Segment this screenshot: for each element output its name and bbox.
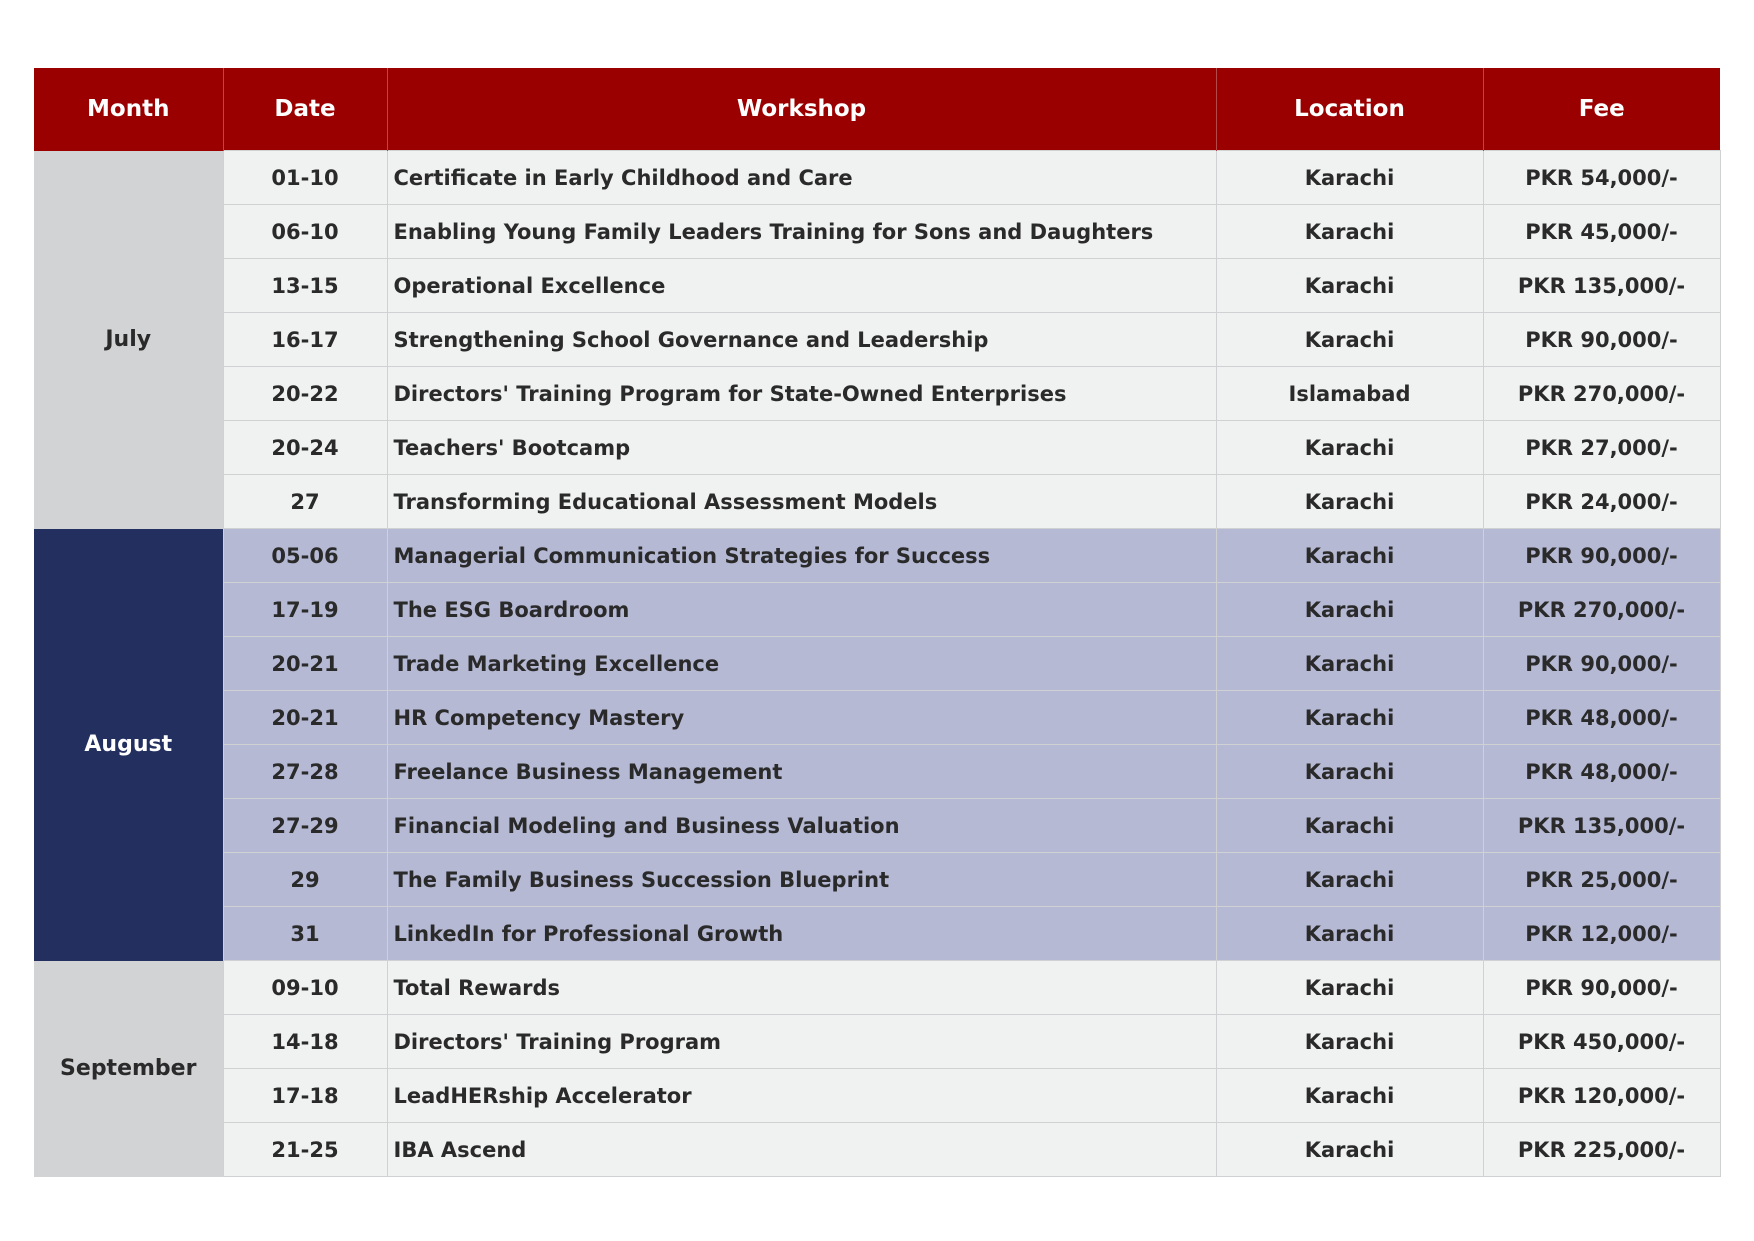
workshop-cell: Total Rewards: [387, 961, 1216, 1015]
table-row: [34, 691, 1720, 745]
date-cell: 21-25: [223, 1123, 387, 1177]
month-cell-september: September: [34, 961, 223, 1177]
fee-cell: PKR 12,000/-: [1483, 907, 1720, 961]
date-cell: 27-29: [223, 799, 387, 853]
workshop-cell: Directors' Training Program for State-Owned Enterprises: [387, 367, 1216, 421]
location-cell: Islamabad: [1216, 367, 1483, 421]
location-cell: Karachi: [1216, 961, 1483, 1015]
workshop-cell: Certificate in Early Childhood and Care: [387, 151, 1216, 205]
table-row: [34, 313, 1720, 367]
table-header: [34, 68, 1720, 151]
date-cell: 29: [223, 853, 387, 907]
location-cell: Karachi: [1216, 313, 1483, 367]
date-cell: 17-19: [223, 583, 387, 637]
location-cell: Karachi: [1216, 1123, 1483, 1177]
fee-cell: PKR 135,000/-: [1483, 799, 1720, 853]
location-cell: Karachi: [1216, 637, 1483, 691]
date-cell: 06-10: [223, 205, 387, 259]
location-cell: Karachi: [1216, 745, 1483, 799]
date-cell: 27: [223, 475, 387, 529]
date-cell: 31: [223, 907, 387, 961]
date-cell: 20-21: [223, 637, 387, 691]
workshop-cell: The ESG Boardroom: [387, 583, 1216, 637]
date-cell: 20-22: [223, 367, 387, 421]
header-month: Month: [34, 68, 223, 151]
table-row: [34, 583, 1720, 637]
month-cell-july: July: [34, 151, 223, 529]
location-cell: Karachi: [1216, 259, 1483, 313]
location-cell: Karachi: [1216, 853, 1483, 907]
table-row: [34, 421, 1720, 475]
workshop-cell: LinkedIn for Professional Growth: [387, 907, 1216, 961]
table-row: [34, 205, 1720, 259]
fee-cell: PKR 45,000/-: [1483, 205, 1720, 259]
fee-cell: PKR 135,000/-: [1483, 259, 1720, 313]
month-cell-august: August: [34, 529, 223, 961]
location-cell: Karachi: [1216, 907, 1483, 961]
location-cell: Karachi: [1216, 205, 1483, 259]
fee-cell: PKR 48,000/-: [1483, 691, 1720, 745]
date-cell: 01-10: [223, 151, 387, 205]
table-row: [34, 1069, 1720, 1123]
table-row: [34, 961, 1720, 1015]
workshop-cell: Managerial Communication Strategies for Success: [387, 529, 1216, 583]
workshop-cell: Teachers' Bootcamp: [387, 421, 1216, 475]
table-row: [34, 745, 1720, 799]
workshop-cell: Strengthening School Governance and Leadership: [387, 313, 1216, 367]
date-cell: 09-10: [223, 961, 387, 1015]
fee-cell: PKR 25,000/-: [1483, 853, 1720, 907]
fee-cell: PKR 270,000/-: [1483, 583, 1720, 637]
date-cell: 27-28: [223, 745, 387, 799]
workshop-cell: Financial Modeling and Business Valuation: [387, 799, 1216, 853]
workshop-cell: HR Competency Mastery: [387, 691, 1216, 745]
fee-cell: PKR 24,000/-: [1483, 475, 1720, 529]
table-row: [34, 853, 1720, 907]
location-cell: Karachi: [1216, 583, 1483, 637]
table-body: [34, 151, 1720, 1177]
location-cell: Karachi: [1216, 1015, 1483, 1069]
fee-cell: PKR 48,000/-: [1483, 745, 1720, 799]
table-row: [34, 475, 1720, 529]
workshop-cell: Enabling Young Family Leaders Training for Sons and Daughters: [387, 205, 1216, 259]
workshop-cell: IBA Ascend: [387, 1123, 1216, 1177]
workshop-cell: Freelance Business Management: [387, 745, 1216, 799]
fee-cell: PKR 90,000/-: [1483, 961, 1720, 1015]
location-cell: Karachi: [1216, 799, 1483, 853]
fee-cell: PKR 27,000/-: [1483, 421, 1720, 475]
table-row: [34, 799, 1720, 853]
table-row: [34, 1015, 1720, 1069]
table-row: [34, 1123, 1720, 1177]
table-row: [34, 529, 1720, 583]
location-cell: Karachi: [1216, 1069, 1483, 1123]
header-fee: Fee: [1483, 68, 1720, 151]
fee-cell: PKR 90,000/-: [1483, 313, 1720, 367]
table-row: [34, 367, 1720, 421]
workshop-cell: Transforming Educational Assessment Models: [387, 475, 1216, 529]
table-row: [34, 907, 1720, 961]
header-date: Date: [223, 68, 387, 151]
table-row: [34, 637, 1720, 691]
workshop-cell: The Family Business Succession Blueprint: [387, 853, 1216, 907]
fee-cell: PKR 270,000/-: [1483, 367, 1720, 421]
workshop-cell: Trade Marketing Excellence: [387, 637, 1216, 691]
location-cell: Karachi: [1216, 421, 1483, 475]
workshop-cell: Operational Excellence: [387, 259, 1216, 313]
location-cell: Karachi: [1216, 691, 1483, 745]
date-cell: 20-21: [223, 691, 387, 745]
date-cell: 13-15: [223, 259, 387, 313]
date-cell: 14-18: [223, 1015, 387, 1069]
fee-cell: PKR 120,000/-: [1483, 1069, 1720, 1123]
date-cell: 20-24: [223, 421, 387, 475]
location-cell: Karachi: [1216, 151, 1483, 205]
date-cell: 16-17: [223, 313, 387, 367]
workshop-cell: LeadHERship Accelerator: [387, 1069, 1216, 1123]
fee-cell: PKR 90,000/-: [1483, 529, 1720, 583]
table-row: [34, 151, 1720, 205]
date-cell: 17-18: [223, 1069, 387, 1123]
fee-cell: PKR 90,000/-: [1483, 637, 1720, 691]
table-row: [34, 259, 1720, 313]
header-location: Location: [1216, 68, 1483, 151]
workshop-cell: Directors' Training Program: [387, 1015, 1216, 1069]
date-cell: 05-06: [223, 529, 387, 583]
fee-cell: PKR 450,000/-: [1483, 1015, 1720, 1069]
workshop-schedule-table: [34, 68, 1721, 1177]
location-cell: Karachi: [1216, 529, 1483, 583]
location-cell: Karachi: [1216, 475, 1483, 529]
fee-cell: PKR 225,000/-: [1483, 1123, 1720, 1177]
header-workshop: Workshop: [387, 68, 1216, 151]
header-row: [34, 68, 1720, 151]
fee-cell: PKR 54,000/-: [1483, 151, 1720, 205]
